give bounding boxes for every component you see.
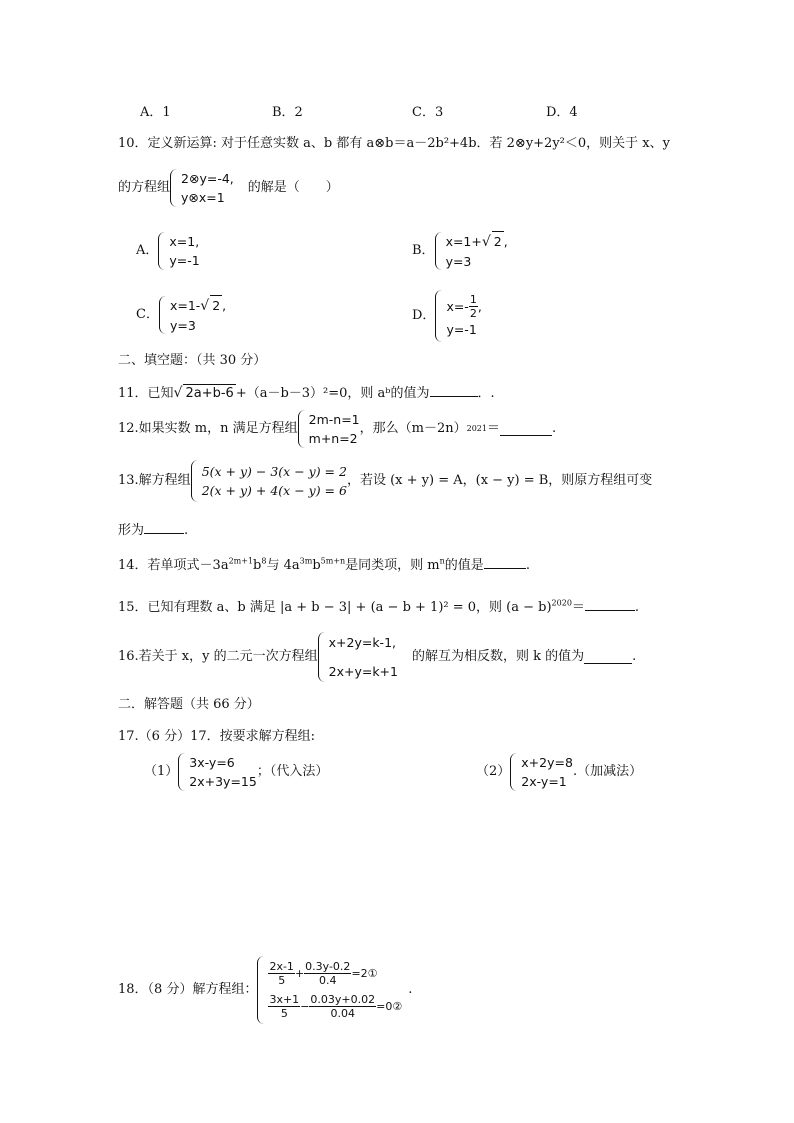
question-13 — [118, 458, 652, 504]
answer-blank[interactable] — [484, 556, 526, 569]
answer-blank[interactable] — [500, 423, 552, 436]
brace — [510, 753, 518, 791]
brace — [298, 410, 306, 448]
q10-option-a — [136, 229, 200, 273]
q12-text-d: . — [552, 421, 557, 436]
section-fill-in-heading: 二、填空题：（共 30 分） — [118, 353, 267, 368]
brace — [170, 169, 178, 207]
fraction-denominator: 2 — [469, 307, 477, 320]
brace — [257, 956, 265, 1024]
brace — [178, 753, 186, 791]
q12-text-a: 12.如果实数 m，n 满足方程组 — [118, 421, 298, 436]
brace — [435, 290, 443, 342]
question-17-part-2 — [476, 750, 642, 794]
q14-text-f: 的值是 — [444, 558, 484, 573]
question-18: 18．（8 分）解方程组： $\frac{2x-1}{5}$ + $\frac{0.3y-0.2}{0.4}$ =2① $\frac{3x+1}{5}$ − $\frac{0.03y+0.02}{0.04}$ =0② . — [118, 954, 412, 1026]
exponent: 8 — [261, 556, 267, 566]
q10-option-a-label: A． — [136, 243, 159, 258]
q14-text-e: 是同类项，则 m — [345, 558, 440, 573]
q13-text-b: ，若设 (x + y) = A，(x − y) = B，则原方程组可变 — [346, 473, 653, 488]
q17-part2-row2: 2x-y=1 — [521, 774, 567, 789]
q16-text-b: 的解互为相反数，则 k 的值为 — [412, 649, 585, 664]
sqrt-radicand: 2 — [210, 295, 222, 315]
fraction-numerator: 2x-1 — [269, 960, 294, 973]
q10-suffix: 的解是（ ） — [247, 180, 339, 195]
exponent: n — [439, 556, 445, 566]
fraction-numerator: 1 — [469, 293, 477, 306]
fraction-denominator: 0.04 — [330, 1007, 356, 1020]
q18-eq2-rhs: =0② — [376, 999, 403, 1013]
q12-row2: m+n=2 — [308, 431, 358, 446]
answer-blank[interactable] — [430, 384, 478, 397]
exponent: 2020 — [551, 598, 572, 608]
q14-text-c: 与 4a — [266, 558, 300, 573]
question-17-part-1 — [144, 750, 328, 794]
q13-row2: 2(x + y) + 4(x − y) = 6 — [201, 483, 347, 498]
q17-part1-row1: 3x-y=6 — [189, 755, 235, 770]
q18-eq1-rhs: =2① — [351, 966, 378, 980]
comma: , — [222, 298, 227, 313]
q16-row2: 2x+y=k+1 — [328, 664, 398, 679]
q18-text: 18．（8 分）解方程组： — [118, 982, 258, 997]
question-15 — [118, 598, 639, 617]
q17-part1-label: （1） — [144, 764, 179, 779]
q10-option-c-label: C． — [136, 307, 159, 322]
sqrt-radicand: 2a+b-6 — [185, 386, 234, 401]
q14-text-d: b — [312, 558, 321, 573]
q13-row1: 5(x + y) − 3(x − y) = 2 — [201, 464, 347, 479]
fraction-numerator: 0.03y+0.02 — [310, 993, 376, 1006]
q16-text-a: 16.若关于 x，y 的二元一次方程组 — [118, 649, 318, 664]
q14-text-a: 14．若单项式－3a — [118, 558, 229, 573]
q12-text-c: ＝ — [486, 421, 500, 436]
fraction-denominator: 0.4 — [319, 974, 337, 987]
answer-blank[interactable] — [584, 651, 632, 664]
q10-option-a-row2: y=-1 — [169, 253, 200, 268]
q17-part2-method: .（加减法） — [572, 764, 643, 779]
q13-text-d: . — [184, 523, 189, 538]
question-14 — [118, 556, 530, 575]
option-d: D．4 — [546, 105, 578, 120]
q12-text-b: ，那么（m－2n） — [359, 421, 467, 436]
comma: , — [477, 299, 482, 314]
q10-option-b: B． x=1+√ 2 , y=3 — [412, 229, 508, 273]
exponent: 3m — [299, 556, 313, 566]
q13-text-a: 13.解方程组 — [118, 473, 191, 488]
question-10-system-line — [118, 166, 339, 210]
option-c: C．3 — [412, 105, 444, 120]
q17-part2-label: （2） — [476, 764, 511, 779]
q11-text-b: +（a－b－3）²=0，则 aᵇ的值为 — [235, 386, 430, 401]
fraction-denominator: 5 — [280, 1007, 288, 1020]
q15-text-b: ＝ — [571, 600, 585, 615]
q10-option-a-row1: x=1, — [169, 234, 200, 249]
exponent: 2m+1 — [228, 556, 254, 566]
question-13-cont — [118, 521, 188, 540]
q10-option-c: C． x=1-√ 2 , y=3 — [136, 293, 226, 337]
fraction-numerator: 3x+1 — [269, 993, 300, 1006]
answer-blank[interactable] — [144, 521, 184, 534]
q10-option-d-label: D． — [412, 308, 436, 323]
q10-system — [170, 169, 234, 207]
q18-end: . — [408, 982, 413, 997]
q11-text-a: 11．已知 — [118, 386, 174, 401]
q12-row1: 2m-n=1 — [308, 412, 360, 427]
q10-option-d-row2: y=-1 — [446, 322, 477, 337]
q15-text-a: 15．已知有理数 a、b 满足 |a + b − 3| + (a − b + 1)² = 0，则 (a − b) — [118, 600, 552, 615]
q16-text-c: . — [632, 649, 637, 664]
q10-option-b-label: B． — [412, 243, 435, 258]
q16-row1: x+2y=k-1, — [328, 635, 396, 650]
brace — [158, 232, 166, 270]
sqrt-radicand: 2 — [492, 231, 504, 251]
brace — [318, 632, 326, 682]
q11-text-c: ．. — [477, 386, 495, 401]
comma: , — [503, 234, 508, 249]
q10-row1: 2⊗y=-4, — [181, 171, 234, 186]
q10-row2: y⊗x=1 — [181, 190, 225, 205]
q14-text-g: . — [525, 558, 530, 573]
question-12: 12.如果实数 m，n 满足方程组 2m-n=1 m+n=2 ，那么（m－2n） 2021 ＝ . — [118, 412, 557, 446]
fraction-denominator: 5 — [278, 974, 286, 987]
brace — [435, 232, 443, 270]
q10-option-d — [412, 288, 482, 344]
q10-option-c-row1: x=1- — [169, 298, 201, 313]
q10-option-d-row1: x=- — [446, 299, 469, 314]
brace — [159, 296, 167, 334]
exponent: 5m+n — [320, 556, 346, 566]
option-a: A．1 — [140, 105, 171, 120]
q15-text-c: . — [634, 600, 640, 615]
q10-option-b-row1: x=1+ — [445, 234, 482, 249]
q17-part1-method: ；（代入法） — [256, 764, 329, 779]
question-17-title: 17.（6 分）17．按要求解方程组: — [118, 729, 315, 744]
question-11: 11．已知√ 2a+b-6 +（a－b－3）²=0，则 aᵇ的值为 ．. — [118, 385, 495, 401]
fraction-numerator: 0.3y-0.2 — [305, 960, 351, 973]
question-16 — [118, 630, 636, 684]
question-10-stem: 10．定义新运算: 对于任意实数 a、b 都有 a⊗b＝a－2b²+4b．若 2⊗y+2y²＜0，则关于 x、y — [118, 136, 670, 151]
q17-part2-row1: x+2y=8 — [521, 755, 573, 770]
option-b: B．2 — [272, 105, 303, 120]
q17-part1-row2: 2x+3y=15 — [189, 774, 257, 789]
q10-prefix: 的方程组 — [118, 180, 171, 195]
q13-text-c: 形为 — [118, 523, 145, 538]
q10-option-b-row2: y=3 — [445, 254, 472, 269]
brace — [191, 460, 199, 502]
section-answer-heading: 二．解答题（共 66 分） — [118, 697, 260, 712]
q10-option-c-row2: y=3 — [169, 318, 196, 333]
answer-blank[interactable] — [585, 598, 635, 611]
q14-text-b: b — [253, 558, 262, 573]
